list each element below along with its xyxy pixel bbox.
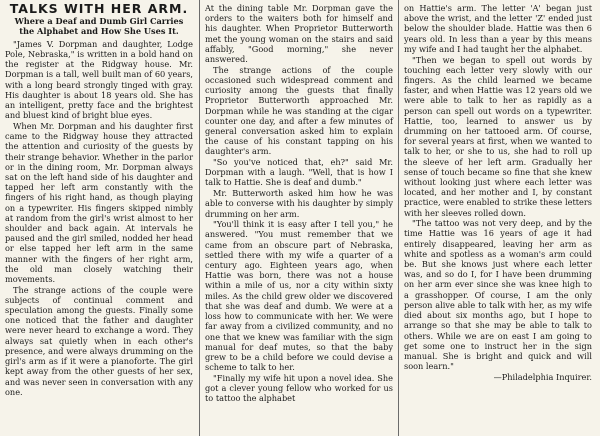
paragraph: The strange actions of the couple occasioned such widespread comment and curiosity among the guests that finally Proprietor Butterworth approached Mr. Dorpman while he was standing at the cigar counter one day, and after a few minutes of general conversation asked him to explain the cause of his constant tapping on his daughter's arm. <box>205 64 393 157</box>
column-1 <box>5 3 193 397</box>
byline: —Philadelphia Inquirer. <box>493 371 592 382</box>
column-2 <box>205 3 393 404</box>
paragraph: At the dining table Mr. Dorpman gave the orders to the waiters both for himself and his daughter. When Proprietor Butterworth met the young woman on the stairs and said affably, "Good morning," she never answered. <box>205 3 393 65</box>
paragraph: "The tattoo was not very deep, and by the time Hattie was 16 years of age it had entirely disappeared, leaving her arm as white and spotless as a woman's arm could be. But she knows just where each letter was, and so do I, for I have been drumming on her arm ever since she was knee high to a grasshopper. Of course, I am the only person alive able to talk with her, as my wife died about six months ago, but I hope to arrange so that she may be able to talk to others. While we are on east I am going to get some one to instruct her in the sign manual. She is bright and quick and will soon learn." <box>404 218 592 372</box>
paragraph: "James V. Dorpman and daughter, Lodge Pole, Nebraska," is written in a bold hand on the register at the Ridgway house. Mr. Dorpman is a tall, well built man of 60 years, with a long beard strongly tinged with gray. His daughter is about 18 years old. She has an intelligent, pretty face and the brightest and bluest kind of bright blue eyes. <box>5 38 193 121</box>
paragraph: on Hattie's arm. The letter 'A' began just above the wrist, and the letter 'Z' ended just below the shoulder blade. Hattie was then 6 years old. In less than a year by this means my wife and I had taught her the alphabet. <box>404 3 592 54</box>
paragraph: The strange actions of the couple were subjects of continual comment and speculation among the guests. Finally some one noticed that the father and daughter were never heard to exchange a word. They always sat quietly when in each other's presence, and were always drumming on the girl's arm as if it were a pianoforte. The girl kept away from the other guests of her sex, and was never seen in conversation with any one. <box>5 284 193 397</box>
column-divider <box>199 0 200 436</box>
paragraph: "So you've noticed that, eh?" said Mr. Dorpman with a laugh. "Well, that is how I talk to Hattie. She is deaf and dumb." <box>205 157 393 188</box>
paragraph: "Then we began to spell out words by touching each letter very slowly with our fingers. As the child learned we became faster, and when Hattie was 12 years old we were able to talk to her as rapidly as a person can spell out words on a typewriter. Hattie, too, learned to answer us by drumming on her tattooed arm. Of course, for several years at first, when we wanted to talk to her, or she to us, she had to roll up the sleeve of her left arm. Gradually her sense of touch became so fine that she knew without looking just where each letter was located, and her mother and I, by constant practice, were enabled to strike these letters with her sleeves rolled down. <box>404 54 592 218</box>
paragraph: "Finally my wife hit upon a novel idea. She got a clever young fellow who worked for us to tattoo the alphabet <box>205 372 393 404</box>
column-divider <box>398 0 399 436</box>
paragraph: When Mr. Dorpman and his daughter first came to the Ridgway house they attracted the attention and curiosity of the guests by their strange behavior. Whether in the parlor or in the dining room, Mr. Dorpman always sat on the left hand side of his daughter and tapped her left arm constantly with the fingers of his right hand, as though playing on a typewriter. His fingers skipped nimbly at random from the girl's wrist almost to her shoulder and back again. At intervals he paused and the girl smiled, nodded her head or else tapped her left arm in the same manner with the fingers of her right arm, the old man closely watching their movements. <box>5 120 193 284</box>
deck: Where a Deaf and Dumb Girl Carries the Alphabet and How She Uses It. <box>14 16 184 36</box>
paragraph: "You'll think it is easy after I tell you," he answered. "You must remember that we came from an obscure part of Nebraska, settled there with my wife a quarter of a century ago. Eighteen years ago, when Hattie was born, there was not a house within a mile of us, nor a city within sixty miles. As the child grew older we discovered that she was deaf and dumb. We were at a loss how to communicate with her. We were far away from a civilized community, and no one that we knew was familiar with the sign manual for deaf mutes, so that the baby grew to be a child before we could devise a scheme to talk to her. <box>205 219 393 373</box>
paragraph: Mr. Butterworth asked him how he was able to converse with his daughter by simply drumming on her arm. <box>205 188 393 219</box>
headline: TALKS WITH HER ARM. <box>9 1 189 16</box>
column-3 <box>404 3 592 383</box>
